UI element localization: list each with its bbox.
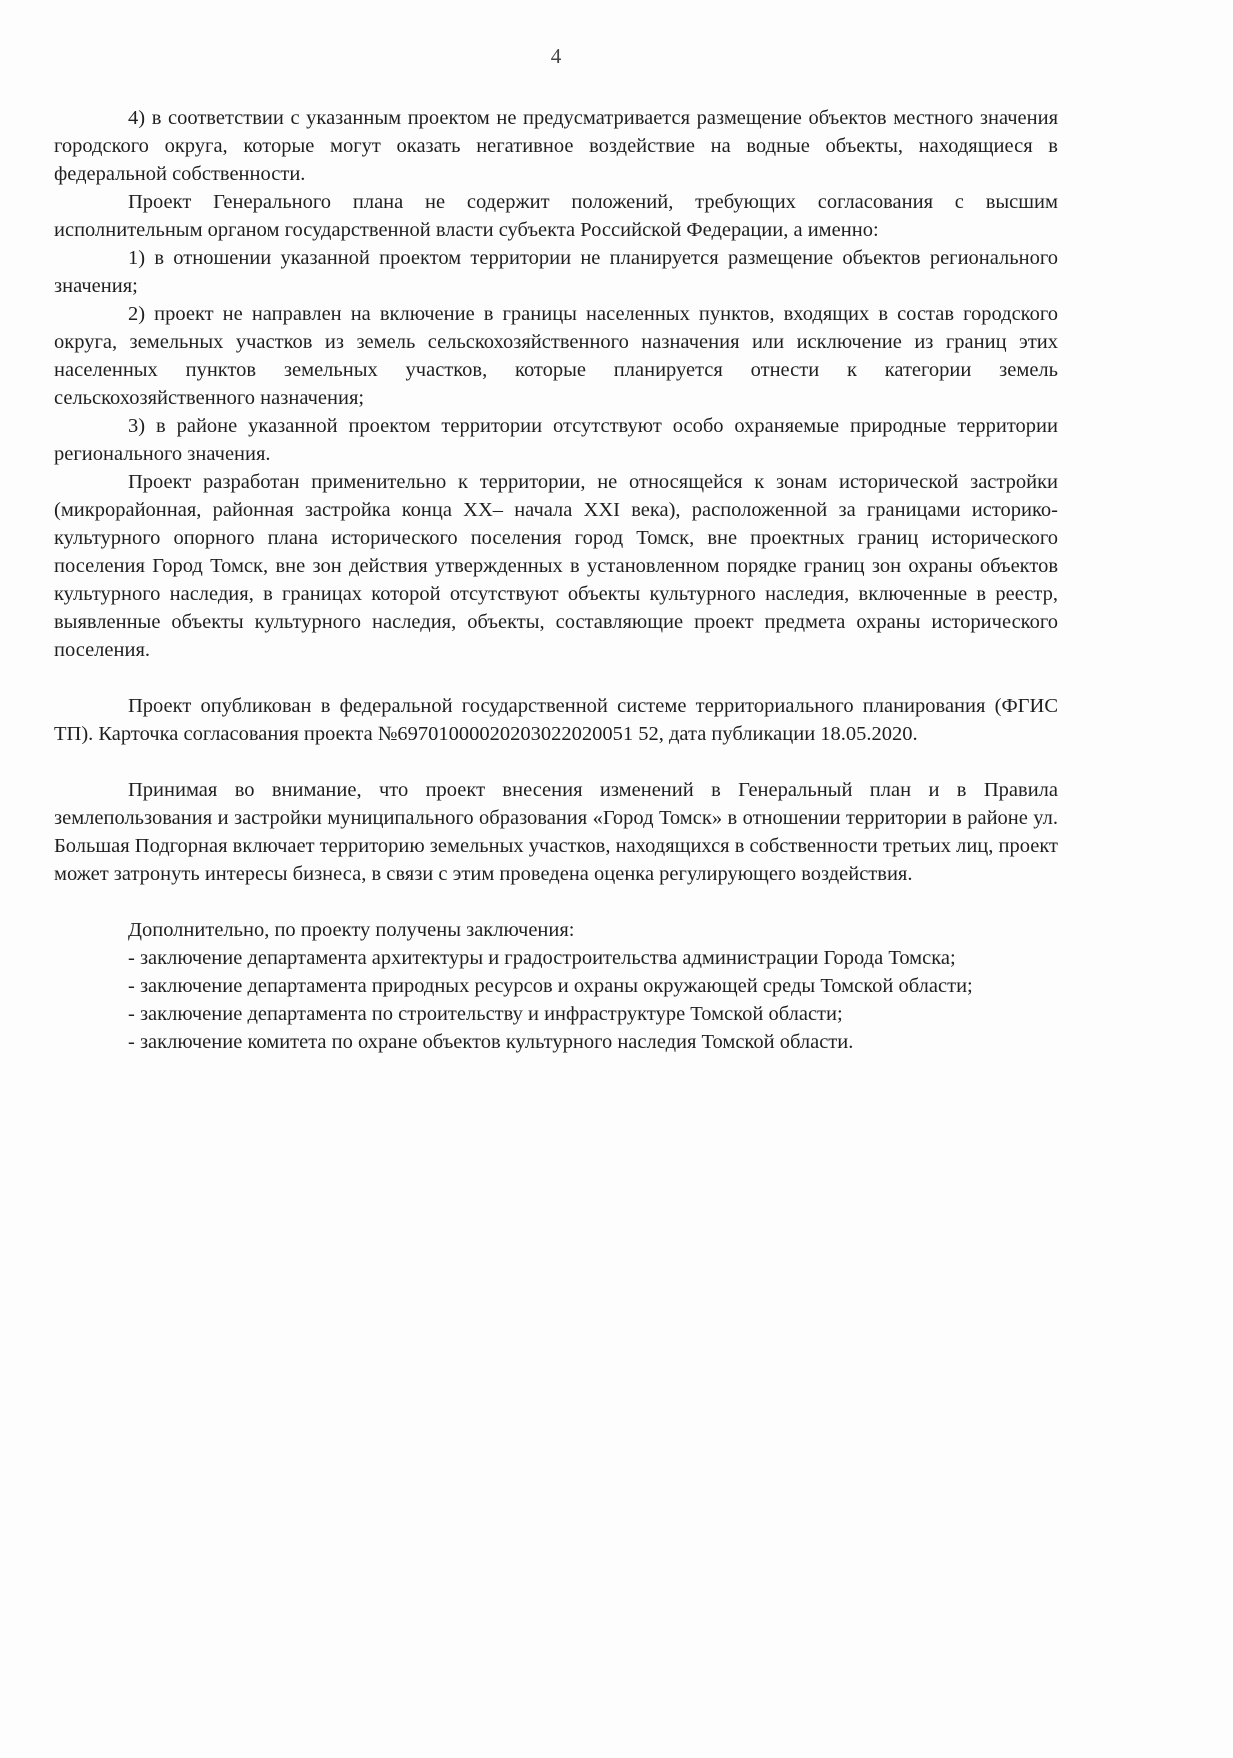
conclusion-architecture: - заключение департамента архитектуры и градостроительства администрации Города Томска; [128,947,956,969]
paragraph-item-4: 4) в соответствии с указанным проектом не предусматривается размещение объектов местного значения городского округа, которые могут оказать негативное воздействие на водные объекты, находящиеся в федеральной собственности. [54,107,1058,185]
paragraph-heritage: Проект разработан применительно к территории, не относящейся к зонам исторической застройки (микрорайонная, районная застройка конца XX– начала XXI века), расположенной за границами историко-культурного опорного плана исторического поселения город Томск, вне проектных границ исторического поселения Город Томск, вне зон действия утвержденных в установленном порядке границ зон охраны объектов культурного наследия, в границах которой отсутствуют объекты культурного наследия, включенные в реестр, выявленные объекты культурного наследия, объекты, составляющие проект предмета охраны исторического поселения. [54,471,1058,661]
paragraph-general-plan: Проект Генерального плана не содержит положений, требующих согласования с высшим исполнительным органом государственной власти субъекта Российской Федерации, а именно: [54,191,1058,241]
paragraph-regulatory-assessment: Принимая во внимание, что проект внесения изменений в Генеральный план и в Правила землепользования и застройки муниципального образования «Город Томск» в отношении территории в районе ул. Большая Подгорная включает территорию земельных участков, находящихся в собственности третьих лиц, проект может затронуть интересы бизнеса, в связи с этим проведена оценка регулирующего воздействия. [54,779,1058,885]
spacer [54,664,1058,692]
document-body [54,104,1058,1056]
paragraph-item-1: 1) в отношении указанной проектом территории не планируется размещение объектов регионального значения; [54,247,1058,297]
page-number: 4 [550,44,562,68]
conclusion-natural-resources: - заключение департамента природных ресурсов и охраны окружающей среды Томской области; [128,975,973,997]
paragraph-item-2: 2) проект не направлен на включение в границы населенных пунктов, входящих в состав городского округа, земельных участков из земель сельскохозяйственного назначения или исключение из границ этих населенных пунктов земельных участков, которые планируется отнести к категории земель сельскохозяйственного назначения; [54,303,1058,409]
paragraph-conclusions-intro: Дополнительно, по проекту получены заключения: [128,919,575,941]
spacer [54,888,1058,916]
paragraph-publication: Проект опубликован в федеральной государственной системе территориального планирования (ФГИС ТП). Карточка согласования проекта №69701000020203022020051 52, дата публикации 18.05.2020. [54,695,1058,745]
conclusion-construction: - заключение департамента по строительству и инфраструктуре Томской области; [128,1003,843,1025]
conclusion-cultural-heritage: - заключение комитета по охране объектов культурного наследия Томской области. [128,1031,854,1053]
paragraph-item-3: 3) в районе указанной проектом территории отсутствуют особо охраняемые природные территории регионального значения. [54,415,1058,465]
spacer [54,748,1058,776]
